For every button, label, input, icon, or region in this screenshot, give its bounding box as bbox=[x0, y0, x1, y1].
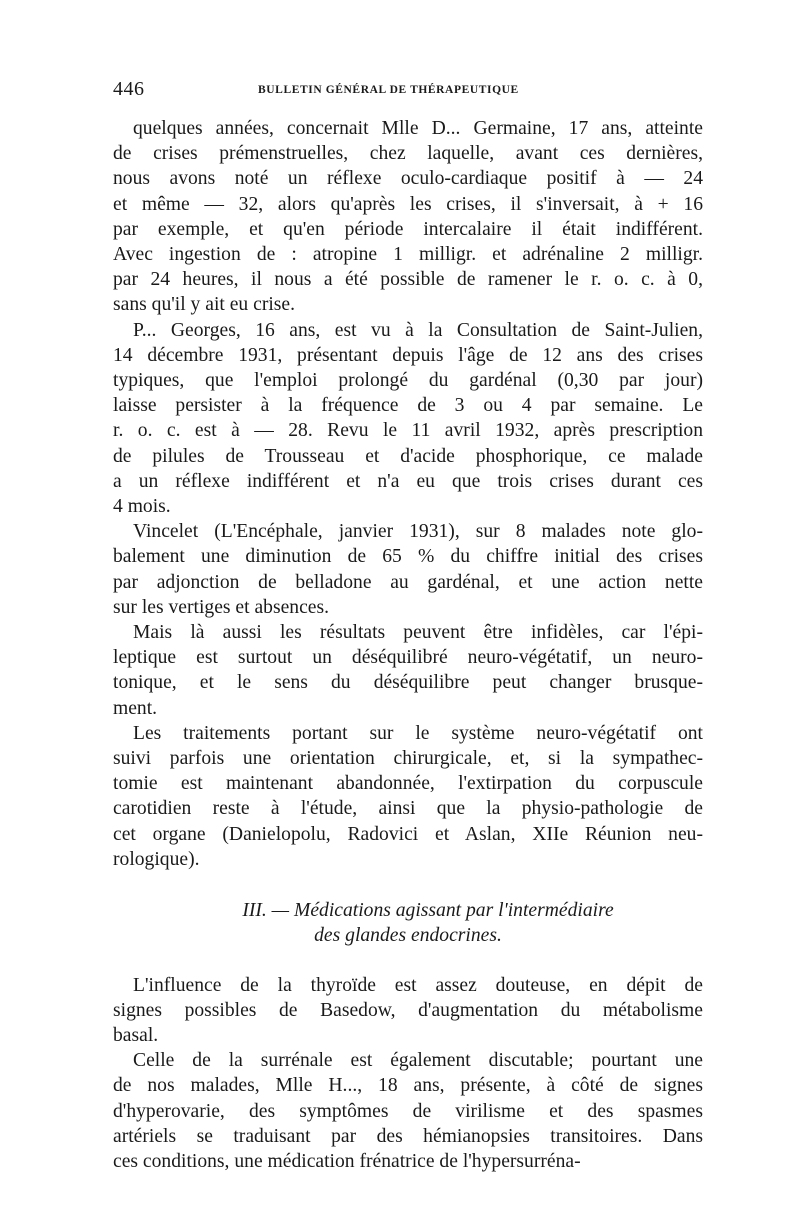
text-line: Les traitements portant sur le système neuro-végétatif ont bbox=[133, 722, 703, 744]
text-line: et même — 32, alors qu'après les crises, il s'inversait, à + 16 bbox=[113, 193, 703, 215]
text-line: par exemple, et qu'en période intercalaire il était indifférent. bbox=[113, 218, 703, 240]
text-line: tonique, et le sens du déséquilibre peut changer brusque- bbox=[113, 672, 703, 694]
running-title: BULLETIN GÉNÉRAL DE THÉRAPEUTIQUE bbox=[258, 84, 519, 96]
paragraph bbox=[113, 620, 703, 721]
paragraph bbox=[113, 116, 703, 318]
text-line: leptique est surtout un déséquilibré neuro-végétatif, un neuro- bbox=[113, 647, 703, 669]
text-line: de pilules de Trousseau et d'acide phosphorique, ce malade bbox=[113, 445, 703, 467]
text-line: P... Georges, 16 ans, est vu à la Consultation de Saint-Julien, bbox=[133, 319, 703, 341]
text-line: a un réflexe indifférent et n'a eu que trois crises durant ces bbox=[113, 470, 703, 492]
page-number: 446 bbox=[113, 78, 145, 100]
text-line: de crises prémenstruelles, chez laquelle, avant ces dernières, bbox=[113, 143, 703, 165]
text-line: de nos malades, Mlle H..., 18 ans, présente, à côté de signes bbox=[113, 1075, 703, 1097]
text-line: Mais là aussi les résultats peuvent être infidèles, car l'épi- bbox=[133, 622, 703, 644]
text-line: par adjonction de belladone au gardénal, et une action nette bbox=[113, 571, 703, 593]
text-line: typiques, que l'emploi prolongé du gardénal (0,30 par jour) bbox=[113, 370, 703, 392]
text-line: tomie est maintenant abandonnée, l'extirpation du corpuscule bbox=[113, 773, 703, 795]
text-line: L'influence de la thyroïde est assez douteuse, en dépit de bbox=[133, 974, 703, 996]
text-line: rologique). bbox=[113, 848, 200, 870]
paragraph bbox=[113, 973, 703, 1049]
section-heading-line: III. — Médications agissant par l'intermédiaire bbox=[242, 900, 614, 922]
paragraph bbox=[113, 519, 703, 620]
section-heading-line: des glandes endocrines. bbox=[314, 925, 502, 947]
paragraph bbox=[113, 318, 703, 520]
text-line: suivi parfois une orientation chirurgicale, et, si la sympathec- bbox=[113, 748, 703, 770]
text-line: Vincelet (L'Encéphale, janvier 1931), sur 8 malades note glo- bbox=[133, 521, 703, 543]
text-line: ment. bbox=[113, 697, 158, 719]
text-line: signes possibles de Basedow, d'augmentation du métabolisme bbox=[113, 999, 703, 1021]
text-line: balement une diminution de 65 % du chiffre initial des crises bbox=[113, 546, 703, 568]
text-line: cet organe (Danielopolu, Radovici et Aslan, XIIe Réunion neu- bbox=[113, 823, 703, 845]
text-line: ces conditions, une médication frénatrice de l'hypersurréna- bbox=[113, 1150, 581, 1172]
text-line: Celle de la surrénale est également discutable; pourtant une bbox=[133, 1050, 703, 1072]
page-header bbox=[113, 78, 703, 102]
paragraph bbox=[113, 721, 703, 872]
text-line: basal. bbox=[113, 1024, 159, 1046]
text-line: sur les vertiges et absences. bbox=[113, 596, 330, 618]
text-line: laisse persister à la fréquence de 3 ou 4 par semaine. Le bbox=[113, 395, 703, 417]
paragraph bbox=[113, 1048, 703, 1174]
text-line: sans qu'il y ait eu crise. bbox=[113, 294, 296, 316]
text-line: quelques années, concernait Mlle D... Germaine, 17 ans, atteinte bbox=[133, 118, 703, 139]
text-line: r. o. c. est à — 28. Revu le 11 avril 1932, après prescription bbox=[113, 420, 703, 442]
body-text bbox=[113, 973, 703, 1175]
body-text bbox=[113, 116, 703, 872]
text-line: 4 mois. bbox=[113, 496, 171, 518]
text-line: par 24 heures, il nous a été possible de ramener le r. o. c. à 0, bbox=[113, 269, 703, 291]
text-line: Avec ingestion de : atropine 1 milligr. et adrénaline 2 milligr. bbox=[113, 244, 703, 266]
document-page bbox=[113, 78, 703, 1174]
section-heading bbox=[113, 898, 703, 948]
text-line: 14 décembre 1931, présentant depuis l'âge de 12 ans des crises bbox=[113, 344, 703, 366]
text-line: carotidien reste à l'étude, ainsi que la physio-pathologie de bbox=[113, 798, 703, 820]
text-line: d'hyperovarie, des symptômes de virilisme et des spasmes bbox=[113, 1100, 703, 1122]
text-line: nous avons noté un réflexe oculo-cardiaque positif à — 24 bbox=[113, 168, 703, 190]
text-line: artériels se traduisant par des hémianopsies transitoires. Dans bbox=[113, 1125, 703, 1147]
